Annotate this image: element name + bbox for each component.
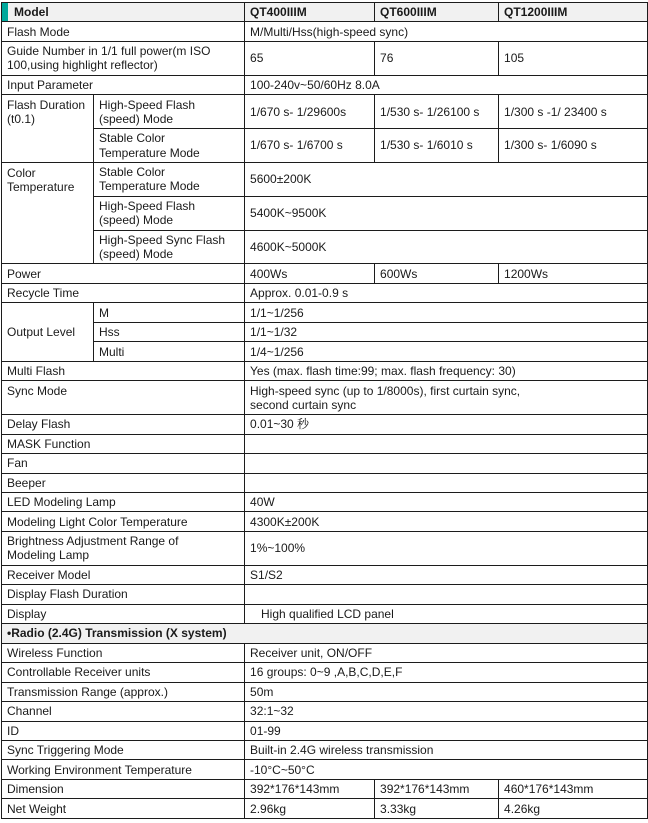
- row-delay-flash: [2, 415, 648, 434]
- row-flash-mode: [2, 22, 648, 41]
- group-label-output-level: Output Level: [2, 303, 94, 361]
- label-line: High-Speed Flash: [99, 199, 196, 214]
- row-label: Multi Flash: [2, 361, 245, 380]
- row-value-qt600: 1/530 s- 1/26100 s: [375, 95, 499, 129]
- row-value-qt400: 400Ws: [245, 264, 375, 283]
- row-input-parameter: [2, 75, 648, 94]
- row-value: 5400K~9500K: [245, 196, 648, 230]
- row-label: Transmission Range (approx.): [2, 682, 245, 701]
- row-power: [2, 264, 648, 283]
- row-label: Recycle Time: [2, 283, 245, 302]
- row-label: Input Parameter: [2, 75, 245, 94]
- row-value-qt400: 2.96kg: [245, 799, 375, 819]
- section-row-radio-transmission: [2, 624, 648, 643]
- row-label: Power: [2, 264, 245, 283]
- label-line: Modeling Lamp: [7, 548, 90, 563]
- row-controllable-receiver-units: [2, 663, 648, 682]
- row-label: Controllable Receiver units: [2, 663, 245, 682]
- label-line: 100,using highlight reflector): [7, 58, 158, 73]
- row-display-flash-duration: [2, 585, 648, 604]
- label-line: (speed) Mode: [99, 111, 174, 126]
- row-led-modeling-lamp: [2, 493, 648, 512]
- row-value-qt1200: 1/300 s -1/ 23400 s: [499, 95, 648, 129]
- row-value: Receiver unit, ON/OFF: [245, 643, 648, 662]
- label-line: Brightness Adjustment Range of: [7, 534, 179, 549]
- row-value: M/Multi/Hss(high-speed sync): [245, 22, 648, 41]
- row-recycle-time: [2, 283, 648, 302]
- value-line: High-speed sync (up to 1/8000s), first curtain sync,: [250, 383, 521, 398]
- row-value-qt400: 1/670 s- 1/29600s: [245, 95, 375, 129]
- row-value: [245, 381, 648, 415]
- row-value: 50m: [245, 682, 648, 701]
- accent-marker: [2, 3, 8, 21]
- sub-label: [94, 95, 245, 129]
- group-label-flash-duration: [2, 95, 94, 163]
- row-value: -10°C~50°C: [245, 760, 648, 779]
- row-wireless-function: [2, 643, 648, 662]
- row-value: 0.01~30 秒: [245, 415, 648, 434]
- row-label: Sync Triggering Mode: [2, 741, 245, 760]
- row-value: 100-240v~50/60Hz 8.0A: [245, 75, 648, 94]
- row-value-qt1200: 460*176*143mm: [499, 779, 648, 798]
- row-value: [245, 454, 648, 473]
- row-sync-mode: [2, 381, 648, 415]
- row-dimension: [2, 779, 648, 798]
- label-line: Stable Color: [99, 165, 166, 180]
- row-label: Display: [2, 604, 245, 623]
- spec-table: [1, 2, 648, 819]
- row-label: MASK Function: [2, 434, 245, 453]
- label-line: Temperature Mode: [99, 145, 200, 160]
- row-value: [245, 585, 648, 604]
- row-output-level-hss: [2, 322, 648, 341]
- row-brightness-adjustment: [2, 531, 648, 565]
- row-value: Yes (max. flash time:99; max. flash frequency: 30): [245, 361, 648, 380]
- header-model-label: Model: [14, 5, 49, 20]
- row-channel: [2, 702, 648, 721]
- row-transmission-range: [2, 682, 648, 701]
- header-model-qt600: QT600IIIM: [375, 3, 499, 22]
- table-header-row: [2, 3, 648, 22]
- row-id: [2, 721, 648, 740]
- label-line: (speed) Mode: [99, 247, 174, 262]
- row-color-temp-stable: [2, 162, 648, 196]
- label-line: Color: [7, 165, 36, 180]
- row-label: Modeling Light Color Temperature: [2, 512, 245, 531]
- section-title: •Radio (2.4G) Transmission (X system): [2, 624, 648, 643]
- row-color-temp-hss-sync: [2, 230, 648, 264]
- row-value-qt1200: 105: [499, 41, 648, 75]
- row-value-qt1200: 4.26kg: [499, 799, 648, 819]
- row-value-qt400: 392*176*143mm: [245, 779, 375, 798]
- row-modeling-light-color-temperature: [2, 512, 648, 531]
- row-value: 32:1~32: [245, 702, 648, 721]
- row-label: Working Environment Temperature: [2, 760, 245, 779]
- value-line: second curtain sync: [250, 397, 357, 412]
- row-guide-number: [2, 41, 648, 75]
- row-beeper: [2, 473, 648, 492]
- header-model-qt1200: QT1200IIIM: [499, 3, 648, 22]
- row-value: 1/4~1/256: [245, 342, 648, 361]
- row-fan: [2, 454, 648, 473]
- row-value: 4600K~5000K: [245, 230, 648, 264]
- row-receiver-model: [2, 565, 648, 584]
- row-label: LED Modeling Lamp: [2, 493, 245, 512]
- row-mask-function: [2, 434, 648, 453]
- sub-label: M: [94, 303, 245, 322]
- row-value: 1/1~1/256: [245, 303, 648, 322]
- label-line: Temperature Mode: [99, 179, 200, 194]
- row-value-qt600: 3.33kg: [375, 799, 499, 819]
- row-value: 1/1~1/32: [245, 322, 648, 341]
- row-flash-duration-highspeed: [2, 95, 648, 129]
- row-value: 16 groups: 0~9 ,A,B,C,D,E,F: [245, 663, 648, 682]
- sub-label: [94, 196, 245, 230]
- row-value-qt600: 392*176*143mm: [375, 779, 499, 798]
- row-value: [245, 434, 648, 453]
- row-value-qt1200: 1/300 s- 1/6090 s: [499, 129, 648, 163]
- row-flash-duration-stable: [2, 129, 648, 163]
- row-label: Sync Mode: [2, 381, 245, 415]
- row-value: [245, 473, 648, 492]
- row-label: [2, 531, 245, 565]
- row-value: 5600±200K: [245, 162, 648, 196]
- row-value: 4300K±200K: [245, 512, 648, 531]
- row-value: S1/S2: [245, 565, 648, 584]
- row-display: [2, 604, 648, 623]
- row-value-qt400: 65: [245, 41, 375, 75]
- label-line: (t0.1): [7, 112, 36, 127]
- header-model-qt400: QT400IIIM: [245, 3, 375, 22]
- row-label: Fan: [2, 454, 245, 473]
- row-value-qt600: 600Ws: [375, 264, 499, 283]
- row-value: Approx. 0.01-0.9 s: [245, 283, 648, 302]
- row-net-weight: [2, 799, 648, 819]
- row-label: Net Weight: [2, 799, 245, 819]
- row-color-temp-highspeed: [2, 196, 648, 230]
- row-label: Dimension: [2, 779, 245, 798]
- row-value-qt600: 76: [375, 41, 499, 75]
- row-value: 40W: [245, 493, 648, 512]
- row-label: Display Flash Duration: [2, 585, 245, 604]
- row-label: Beeper: [2, 473, 245, 492]
- row-value-qt1200: 1200Ws: [499, 264, 648, 283]
- sub-label: [94, 162, 245, 196]
- label-line: (speed) Mode: [99, 213, 174, 228]
- label-line: Stable Color: [99, 131, 166, 146]
- row-sync-triggering-mode: [2, 741, 648, 760]
- sub-label: [94, 129, 245, 163]
- row-label: Flash Mode: [2, 22, 245, 41]
- group-label-color-temperature: [2, 162, 94, 264]
- sub-label: [94, 230, 245, 264]
- row-label: Receiver Model: [2, 565, 245, 584]
- sub-label: Hss: [94, 322, 245, 341]
- row-label: Delay Flash: [2, 415, 245, 434]
- row-multi-flash: [2, 361, 648, 380]
- row-value: 01-99: [245, 721, 648, 740]
- row-label: Wireless Function: [2, 643, 245, 662]
- row-value-qt600: 1/530 s- 1/6010 s: [375, 129, 499, 163]
- label-line: Temperature: [7, 180, 75, 195]
- label-line: High-Speed Sync Flash: [99, 232, 226, 247]
- row-value-qt400: 1/670 s- 1/6700 s: [245, 129, 375, 163]
- header-model-cell: [2, 3, 245, 22]
- label-line: High-Speed Flash: [99, 97, 196, 112]
- sub-label: Multi: [94, 342, 245, 361]
- row-output-level-multi: [2, 342, 648, 361]
- row-working-environment-temperature: [2, 760, 648, 779]
- label-line: Flash Duration: [7, 98, 86, 113]
- row-value: Built-in 2.4G wireless transmission: [245, 741, 648, 760]
- row-label: [2, 41, 245, 75]
- row-value: High qualified LCD panel: [245, 604, 648, 623]
- row-output-level-m: [2, 303, 648, 322]
- label-line: Guide Number in 1/1 full power(m ISO: [7, 44, 211, 59]
- row-value: 1%~100%: [245, 531, 648, 565]
- row-label: ID: [2, 721, 245, 740]
- row-label: Channel: [2, 702, 245, 721]
